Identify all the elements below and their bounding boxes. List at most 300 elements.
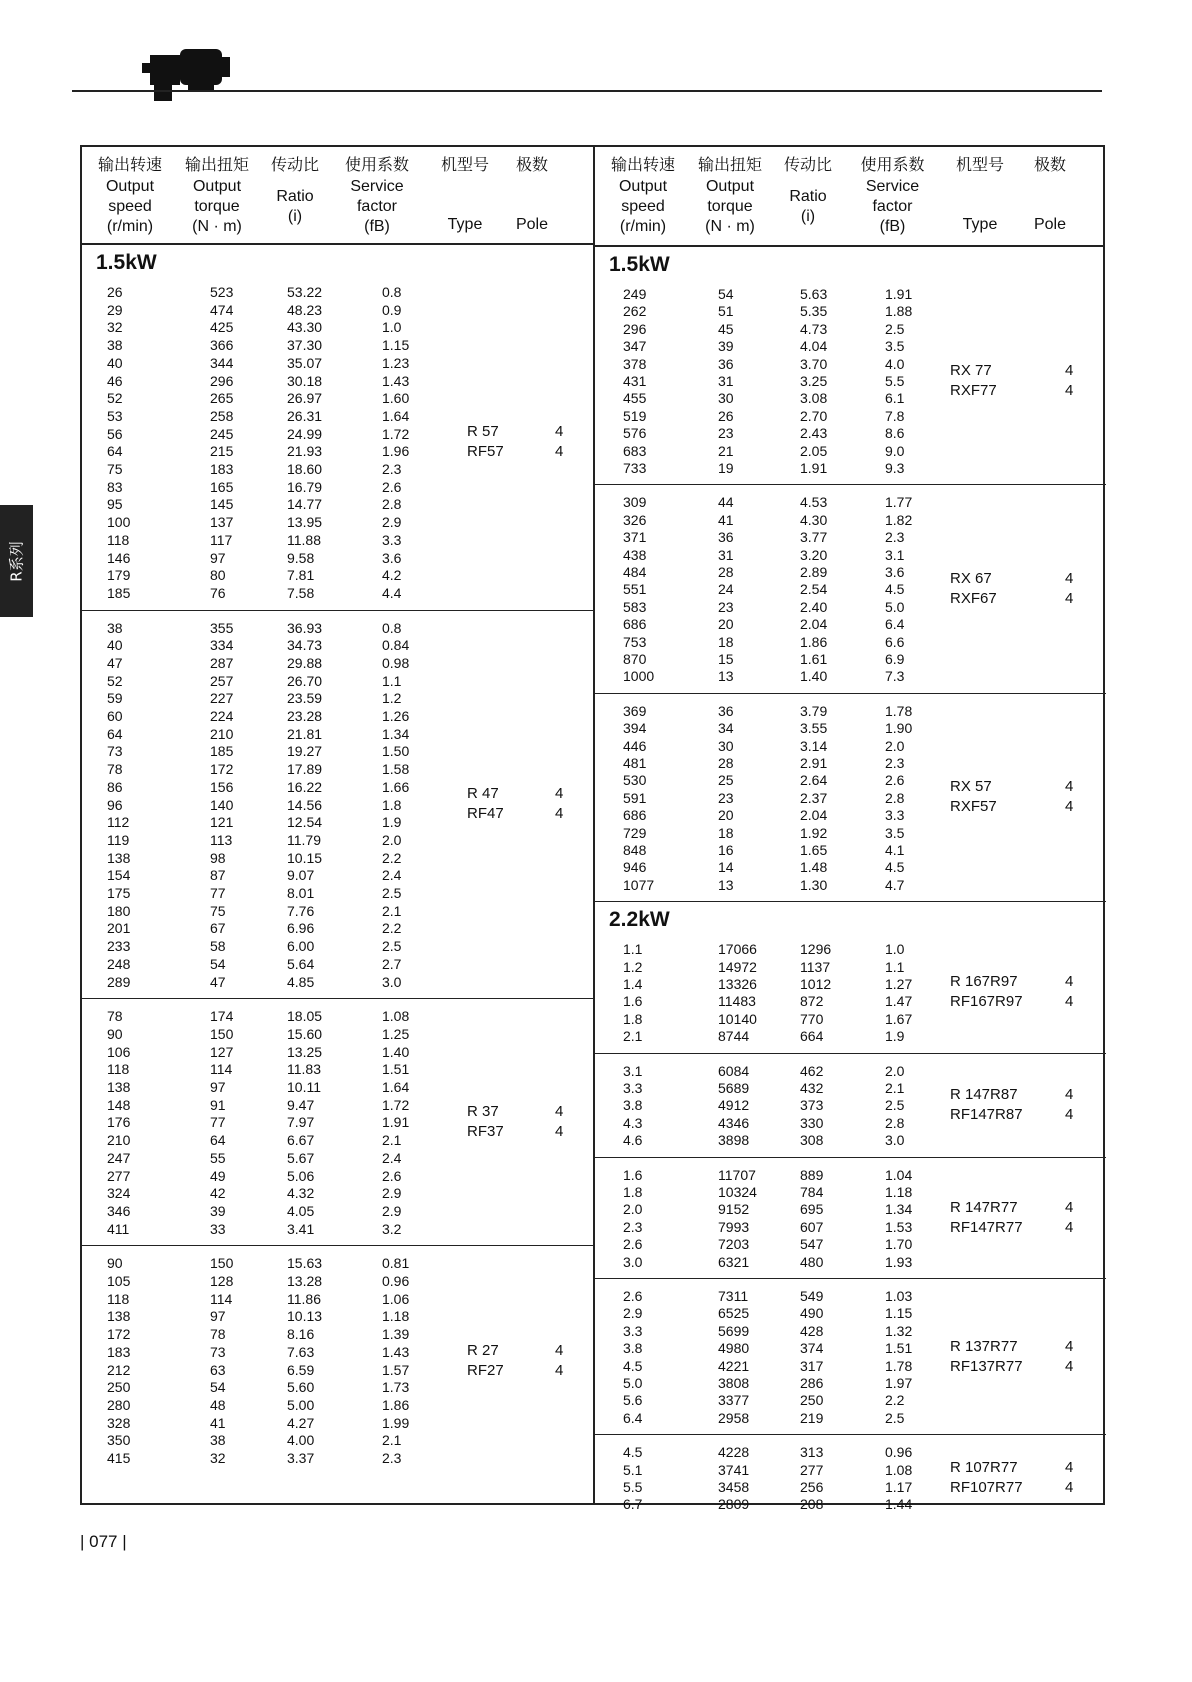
ratio-cell: 2.37 xyxy=(800,789,828,806)
right-section-1 xyxy=(595,247,1106,485)
table-row xyxy=(595,546,1015,564)
ratio-cell: 4.73 xyxy=(800,320,828,337)
speed-cell: 6.4 xyxy=(623,1409,643,1426)
right-column xyxy=(595,147,1106,1521)
speed-cell: 415 xyxy=(107,1450,131,1467)
header-en: Output xyxy=(192,178,242,195)
table-row xyxy=(82,760,502,778)
service-factor-cell: 1.51 xyxy=(885,1340,913,1357)
speed-cell: 118 xyxy=(107,1290,130,1307)
ratio-cell: 607 xyxy=(800,1218,824,1235)
service-factor-cell: 0.96 xyxy=(382,1273,410,1290)
ratio-cell: 6.59 xyxy=(287,1361,315,1378)
service-factor-cell: 2.3 xyxy=(885,754,905,771)
torque-cell: 2809 xyxy=(718,1496,750,1513)
ratio-cell: 2.05 xyxy=(800,442,828,459)
service-factor-cell: 1.25 xyxy=(382,1025,410,1042)
torque-cell: 48 xyxy=(210,1396,226,1413)
ratio-cell: 2.89 xyxy=(800,563,828,580)
model-type: RF57 xyxy=(467,443,504,461)
header-en: torque xyxy=(707,198,753,215)
model-type-line xyxy=(950,797,1100,817)
table-row xyxy=(82,336,502,354)
speed-cell: 519 xyxy=(623,407,647,424)
speed-cell: 576 xyxy=(623,425,647,442)
torque-cell: 39 xyxy=(718,338,734,355)
speed-cell: 52 xyxy=(107,390,123,407)
ratio-cell: 2.64 xyxy=(800,772,828,789)
table-row xyxy=(82,813,502,831)
ratio-cell: 13.25 xyxy=(287,1043,323,1060)
table-row xyxy=(82,619,502,637)
torque-cell: 344 xyxy=(210,354,234,371)
table-row xyxy=(82,742,502,760)
torque-cell: 36 xyxy=(718,355,734,372)
header-zh: 机型号 xyxy=(955,155,1004,174)
ratio-cell: 37.30 xyxy=(287,337,323,354)
model-type-line xyxy=(950,1198,1100,1218)
ratio-cell: 21.93 xyxy=(287,443,323,460)
header-col-3 xyxy=(260,155,330,227)
header-col-5 xyxy=(430,155,500,235)
service-factor-cell: 0.9 xyxy=(382,301,402,318)
ratio-cell: 4.05 xyxy=(287,1202,315,1219)
table-row xyxy=(82,1149,502,1167)
performance-table xyxy=(80,145,1105,1513)
torque-cell: 13326 xyxy=(718,975,757,992)
service-factor-cell: 4.5 xyxy=(885,581,905,598)
speed-cell: 29 xyxy=(107,301,123,318)
service-factor-cell: 1.72 xyxy=(382,1096,410,1113)
table-row xyxy=(82,1202,502,1220)
service-factor-cell: 1.1 xyxy=(885,958,905,975)
ratio-cell: 43.30 xyxy=(287,319,323,336)
page-number: | 077 | xyxy=(80,1532,127,1551)
table-row xyxy=(82,566,502,584)
gearmotor-logo-icon xyxy=(140,45,240,110)
header-en: Output xyxy=(105,178,155,195)
model-type: R 37 xyxy=(467,1103,499,1121)
torque-cell: 145 xyxy=(210,496,234,513)
pole-count: 4 xyxy=(555,443,564,461)
right-header xyxy=(595,147,1106,243)
torque-cell: 117 xyxy=(210,531,233,548)
table-row xyxy=(595,1304,1015,1322)
speed-cell: 1.6 xyxy=(623,1166,643,1183)
service-factor-cell: 4.0 xyxy=(885,355,905,372)
table-row xyxy=(595,615,1015,633)
header-en: (i) xyxy=(800,208,816,225)
table-row xyxy=(82,1307,502,1325)
ratio-cell: 428 xyxy=(800,1322,824,1339)
ratio-cell: 547 xyxy=(800,1236,824,1253)
service-factor-cell: 1.08 xyxy=(382,1008,410,1025)
service-factor-cell: 1.64 xyxy=(382,407,410,424)
service-factor-cell: 2.1 xyxy=(382,902,402,919)
speed-cell: 59 xyxy=(107,690,123,707)
torque-cell: 172 xyxy=(210,761,234,778)
torque-cell: 24 xyxy=(718,581,734,598)
service-factor-cell: 1.1 xyxy=(382,672,402,689)
header-en: Pole xyxy=(515,216,549,233)
header-col-6 xyxy=(502,155,562,235)
ratio-cell: 5.60 xyxy=(287,1379,315,1396)
speed-cell: 378 xyxy=(623,355,647,372)
service-factor-cell: 4.2 xyxy=(382,567,402,584)
table-row xyxy=(595,1253,1015,1271)
model-type-box xyxy=(950,1085,1100,1125)
service-factor-cell: 1.40 xyxy=(382,1043,410,1060)
service-factor-cell: 1.0 xyxy=(382,319,402,336)
side-tab xyxy=(0,505,33,617)
ratio-cell: 5.06 xyxy=(287,1167,315,1184)
pole-count: 4 xyxy=(555,1341,564,1359)
ratio-cell: 480 xyxy=(800,1253,824,1270)
torque-cell: 78 xyxy=(210,1326,226,1343)
pole-count: 4 xyxy=(555,1123,564,1141)
speed-cell: 106 xyxy=(107,1043,131,1060)
ratio-cell: 16.22 xyxy=(287,778,323,795)
torque-cell: 114 xyxy=(210,1061,233,1078)
ratio-cell: 30.18 xyxy=(287,372,323,389)
service-factor-cell: 6.6 xyxy=(885,633,905,650)
torque-cell: 3808 xyxy=(718,1374,750,1391)
table-row xyxy=(82,372,502,390)
speed-cell: 446 xyxy=(623,737,647,754)
speed-cell: 250 xyxy=(107,1379,131,1396)
ratio-cell: 1.92 xyxy=(800,824,828,841)
ratio-cell: 2.54 xyxy=(800,581,828,598)
ratio-cell: 317 xyxy=(800,1357,824,1374)
right-section-7 xyxy=(595,1279,1106,1435)
speed-cell: 1.6 xyxy=(623,993,643,1010)
service-factor-cell: 0.98 xyxy=(382,654,410,671)
ratio-cell: 256 xyxy=(800,1478,824,1495)
torque-cell: 3377 xyxy=(718,1392,750,1409)
speed-cell: 185 xyxy=(107,584,131,601)
torque-cell: 265 xyxy=(210,390,234,407)
service-factor-cell: 1.50 xyxy=(382,743,410,760)
speed-cell: 96 xyxy=(107,796,123,813)
ratio-cell: 330 xyxy=(800,1114,824,1131)
ratio-cell: 286 xyxy=(800,1374,824,1391)
ratio-cell: 219 xyxy=(800,1409,824,1426)
ratio-cell: 7.58 xyxy=(287,584,315,601)
speed-cell: 2.3 xyxy=(623,1218,643,1235)
torque-cell: 355 xyxy=(210,619,234,636)
model-type: R 147R77 xyxy=(950,1198,1018,1216)
torque-cell: 98 xyxy=(210,849,226,866)
service-factor-cell: 3.0 xyxy=(382,973,402,990)
torque-cell: 6321 xyxy=(718,1253,750,1270)
ratio-cell: 11.88 xyxy=(287,531,321,548)
speed-cell: 481 xyxy=(623,754,647,771)
service-factor-cell: 9.3 xyxy=(885,460,905,476)
service-factor-cell: 6.1 xyxy=(885,390,905,407)
table-row xyxy=(82,778,502,796)
torque-cell: 2958 xyxy=(718,1409,750,1426)
header-en: factor xyxy=(356,198,397,215)
table-row xyxy=(82,1096,502,1114)
speed-cell: 53 xyxy=(107,407,123,424)
torque-cell: 23 xyxy=(718,598,734,615)
service-factor-cell: 0.81 xyxy=(382,1255,410,1272)
speed-cell: 78 xyxy=(107,1008,123,1025)
header-zh: 极数 xyxy=(515,155,548,174)
header-col-3 xyxy=(773,155,843,227)
table-row xyxy=(82,1325,502,1343)
table-row xyxy=(82,902,502,920)
speed-cell: 32 xyxy=(107,319,123,336)
speed-cell: 289 xyxy=(107,973,131,990)
speed-cell: 324 xyxy=(107,1185,131,1202)
service-factor-cell: 2.1 xyxy=(382,1432,402,1449)
speed-cell: 1000 xyxy=(623,668,655,685)
ratio-cell: 8.01 xyxy=(287,885,315,902)
service-factor-cell: 1.97 xyxy=(885,1374,913,1391)
service-factor-cell: 2.2 xyxy=(885,1392,905,1409)
speed-cell: 176 xyxy=(107,1114,131,1131)
speed-cell: 1.2 xyxy=(623,958,643,975)
speed-cell: 212 xyxy=(107,1361,131,1378)
torque-cell: 73 xyxy=(210,1343,226,1360)
service-factor-cell: 1.17 xyxy=(885,1478,913,1495)
torque-cell: 80 xyxy=(210,567,226,584)
ratio-cell: 1.30 xyxy=(800,876,828,893)
service-factor-cell: 1.08 xyxy=(885,1461,913,1478)
pole-count: 4 xyxy=(1065,973,1074,991)
service-factor-cell: 1.53 xyxy=(885,1218,913,1235)
ratio-cell: 2.43 xyxy=(800,425,828,442)
model-type: R 147R87 xyxy=(950,1086,1018,1104)
table-row xyxy=(595,493,1015,511)
speed-cell: 100 xyxy=(107,514,131,531)
table-row xyxy=(595,511,1015,529)
model-type: RF147R77 xyxy=(950,1218,1023,1236)
service-factor-cell: 2.7 xyxy=(382,955,402,972)
left-section-2 xyxy=(82,611,593,1000)
service-factor-cell: 0.8 xyxy=(382,284,402,300)
service-factor-cell: 1.15 xyxy=(885,1305,913,1322)
ratio-cell: 872 xyxy=(800,993,824,1010)
speed-cell: 154 xyxy=(107,867,131,884)
model-type: RF37 xyxy=(467,1123,504,1141)
torque-cell: 54 xyxy=(718,286,734,302)
service-factor-cell: 3.3 xyxy=(885,807,905,824)
speed-cell: 346 xyxy=(107,1202,131,1219)
torque-cell: 5699 xyxy=(718,1322,750,1339)
header-en: (fB) xyxy=(364,218,390,235)
pole-count: 4 xyxy=(555,1361,564,1379)
speed-cell: 78 xyxy=(107,761,123,778)
ratio-cell: 4.85 xyxy=(287,973,315,990)
torque-cell: 36 xyxy=(718,529,734,546)
service-factor-cell: 1.03 xyxy=(885,1287,913,1304)
service-factor-cell: 1.88 xyxy=(885,303,913,320)
header-en: speed xyxy=(108,198,152,215)
ratio-cell: 770 xyxy=(800,1010,824,1027)
torque-cell: 87 xyxy=(210,867,226,884)
torque-cell: 287 xyxy=(210,654,234,671)
speed-cell: 249 xyxy=(623,286,647,302)
service-factor-cell: 2.2 xyxy=(382,920,402,937)
speed-cell: 247 xyxy=(107,1149,131,1166)
speed-cell: 369 xyxy=(623,702,647,719)
model-type-box xyxy=(950,569,1100,609)
speed-cell: 733 xyxy=(623,460,647,476)
table-row xyxy=(595,858,1015,876)
ratio-cell: 373 xyxy=(800,1097,824,1114)
service-factor-cell: 2.0 xyxy=(885,1062,905,1079)
torque-cell: 39 xyxy=(210,1202,226,1219)
ratio-cell: 664 xyxy=(800,1028,824,1045)
model-type: R 137R77 xyxy=(950,1337,1018,1355)
speed-cell: 60 xyxy=(107,708,123,725)
speed-cell: 3.3 xyxy=(623,1322,643,1339)
torque-cell: 77 xyxy=(210,1114,226,1131)
table-row xyxy=(82,1025,502,1043)
torque-cell: 3741 xyxy=(718,1461,750,1478)
table-row xyxy=(595,442,1015,460)
model-type-box xyxy=(950,1198,1100,1238)
power-rating: 1.5kW xyxy=(609,253,670,276)
pole-count: 4 xyxy=(555,423,564,441)
service-factor-cell: 1.57 xyxy=(382,1361,410,1378)
torque-cell: 97 xyxy=(210,1308,226,1325)
ratio-cell: 10.13 xyxy=(287,1308,323,1325)
speed-cell: 38 xyxy=(107,619,123,636)
table-row xyxy=(595,667,1015,685)
pole-count: 4 xyxy=(1065,1478,1074,1496)
ratio-cell: 21.81 xyxy=(287,725,323,742)
table-row xyxy=(82,301,502,319)
speed-cell: 138 xyxy=(107,1079,131,1096)
ratio-cell: 7.63 xyxy=(287,1343,315,1360)
pole-count: 4 xyxy=(1065,381,1074,399)
service-factor-cell: 1.04 xyxy=(885,1166,913,1183)
table-row xyxy=(82,1431,502,1449)
torque-cell: 121 xyxy=(210,814,234,831)
ratio-cell: 549 xyxy=(800,1287,824,1304)
speed-cell: 1077 xyxy=(623,876,655,893)
table-row xyxy=(82,407,502,425)
ratio-cell: 1296 xyxy=(800,941,832,958)
table-row xyxy=(595,702,1015,720)
torque-cell: 15 xyxy=(718,650,734,667)
ratio-cell: 1.86 xyxy=(800,633,828,650)
torque-cell: 425 xyxy=(210,319,234,336)
header-zh: 输出转速 xyxy=(610,155,675,174)
speed-cell: 95 xyxy=(107,496,123,513)
torque-cell: 32 xyxy=(210,1450,226,1467)
table-row xyxy=(82,654,502,672)
service-factor-cell: 1.34 xyxy=(382,725,410,742)
ratio-cell: 9.07 xyxy=(287,867,315,884)
speed-cell: 686 xyxy=(623,807,647,824)
service-factor-cell: 1.99 xyxy=(382,1414,410,1431)
ratio-cell: 2.40 xyxy=(800,598,828,615)
speed-cell: 4.5 xyxy=(623,1357,643,1374)
pole-count: 4 xyxy=(1065,1106,1074,1124)
model-type-line xyxy=(467,442,587,462)
service-factor-cell: 2.5 xyxy=(382,885,402,902)
table-row xyxy=(82,831,502,849)
model-type-box xyxy=(950,361,1100,401)
speed-cell: 248 xyxy=(107,955,131,972)
model-type-line xyxy=(467,1122,587,1142)
torque-cell: 227 xyxy=(210,690,234,707)
speed-cell: 2.9 xyxy=(623,1305,643,1322)
service-factor-cell: 1.18 xyxy=(382,1308,410,1325)
service-factor-cell: 1.72 xyxy=(382,425,410,442)
service-factor-cell: 8.6 xyxy=(885,425,905,442)
service-factor-cell: 9.0 xyxy=(885,442,905,459)
ratio-cell: 11.86 xyxy=(287,1290,321,1307)
model-type-line xyxy=(950,1085,1100,1105)
torque-cell: 5689 xyxy=(718,1079,750,1096)
model-type-line xyxy=(950,1478,1100,1498)
ratio-cell: 1137 xyxy=(800,958,831,975)
table-row xyxy=(82,1361,502,1379)
torque-cell: 224 xyxy=(210,708,234,725)
torque-cell: 64 xyxy=(210,1132,226,1149)
service-factor-cell: 1.18 xyxy=(885,1183,913,1200)
torque-cell: 6084 xyxy=(718,1062,750,1079)
table-row xyxy=(82,318,502,336)
speed-cell: 38 xyxy=(107,337,123,354)
service-factor-cell: 2.0 xyxy=(885,737,905,754)
table-row xyxy=(82,636,502,654)
table-row xyxy=(595,650,1015,668)
pole-count: 4 xyxy=(1065,1218,1074,1236)
torque-cell: 140 xyxy=(210,796,234,813)
ratio-cell: 3.77 xyxy=(800,529,828,546)
table-row xyxy=(82,689,502,707)
model-type-line xyxy=(467,1341,587,1361)
torque-cell: 7993 xyxy=(718,1218,750,1235)
pole-count: 4 xyxy=(1065,1198,1074,1216)
ratio-cell: 36.93 xyxy=(287,619,323,636)
pole-count: 4 xyxy=(555,785,564,803)
speed-cell: 551 xyxy=(623,581,647,598)
ratio-cell: 2.04 xyxy=(800,616,828,633)
table-row xyxy=(82,1343,502,1361)
torque-cell: 334 xyxy=(210,637,234,654)
pole-count: 4 xyxy=(555,805,564,823)
ratio-cell: 250 xyxy=(800,1392,824,1409)
table-row xyxy=(82,283,502,301)
pole-count: 4 xyxy=(1065,993,1074,1011)
speed-cell: 5.1 xyxy=(623,1461,643,1478)
model-type: R 47 xyxy=(467,785,499,803)
speed-cell: 4.6 xyxy=(623,1132,643,1149)
right-section-5 xyxy=(595,1054,1106,1158)
ratio-cell: 26.70 xyxy=(287,672,323,689)
service-factor-cell: 4.5 xyxy=(885,859,905,876)
service-factor-cell: 0.96 xyxy=(885,1444,913,1461)
torque-cell: 523 xyxy=(210,284,234,300)
speed-cell: 118 xyxy=(107,1061,130,1078)
table-row xyxy=(82,707,502,725)
speed-cell: 326 xyxy=(623,511,647,528)
torque-cell: 4221 xyxy=(718,1357,750,1374)
model-type-box xyxy=(467,1341,587,1381)
header-en: Output xyxy=(618,178,668,195)
header-en: Service xyxy=(865,178,920,195)
ratio-cell: 3.37 xyxy=(287,1450,315,1467)
ratio-cell: 2.04 xyxy=(800,807,828,824)
torque-cell: 6525 xyxy=(718,1305,750,1322)
